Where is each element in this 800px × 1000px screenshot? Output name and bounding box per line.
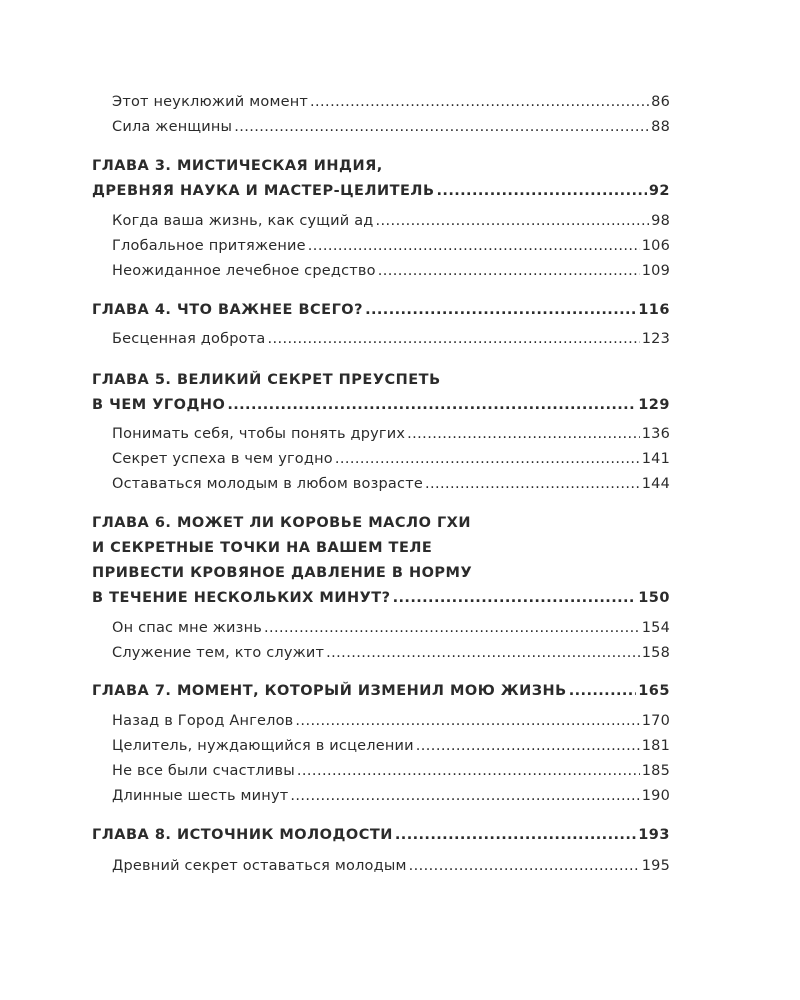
toc-entry-page: 195	[641, 858, 670, 874]
dot-leader	[416, 737, 640, 755]
toc-entry-title: Не все были счастливы	[112, 763, 295, 779]
chapter-3-heading-line-2: ДРЕВНЯЯ НАУКА И МАСТЕР-ЦЕЛИТЕЛЬ	[92, 183, 435, 199]
toc-entry-title: Длинные шесть минут	[112, 788, 289, 804]
chapter-6-heading-line-4: В ТЕЧЕНИЕ НЕСКОЛЬКИХ МИНУТ?	[92, 590, 391, 606]
chapter-7-heading	[92, 682, 670, 700]
chapter-6-page: 150	[638, 590, 670, 606]
toc-entry-page: 170	[641, 713, 670, 729]
chapter-5-heading	[92, 396, 670, 414]
dot-leader	[395, 826, 636, 844]
chapter-3-page: 92	[648, 183, 670, 199]
toc-entry-page: 154	[641, 620, 670, 636]
toc-entry	[112, 450, 670, 468]
dot-leader	[407, 425, 640, 443]
chapter-4-title: ГЛАВА 4. ЧТО ВАЖНЕЕ ВСЕГО?	[92, 302, 364, 318]
toc-entry	[112, 425, 670, 443]
dot-leader	[376, 212, 650, 230]
toc-entry-page: 109	[641, 263, 670, 279]
chapter-8-heading	[92, 826, 670, 844]
toc-entry-page: 88	[651, 119, 670, 135]
chapter-6-heading-line-1: ГЛАВА 6. МОЖЕТ ЛИ КОРОВЬЕ МАСЛО ГХИ	[92, 515, 472, 531]
toc-entry	[112, 118, 670, 136]
dot-leader	[297, 762, 640, 780]
dot-leader	[308, 237, 640, 255]
toc-entry-page: 86	[651, 94, 670, 110]
toc-entry-page: 141	[641, 451, 670, 467]
chapter-3-heading-line-1: ГЛАВА 3. МИСТИЧЕСКАЯ ИНДИЯ,	[92, 158, 383, 174]
toc-entry-page: 136	[641, 426, 670, 442]
toc-entry	[112, 787, 670, 805]
chapter-5-heading-line-1: ГЛАВА 5. ВЕЛИКИЙ СЕКРЕТ ПРЕУСПЕТЬ	[92, 372, 441, 388]
toc-entry-title: Он спас мне жизнь	[112, 620, 262, 636]
toc-entry-title: Древний секрет оставаться молодым	[112, 858, 407, 874]
chapter-6-heading-line-3: ПРИВЕСТИ КРОВЯНОЕ ДАВЛЕНИЕ В НОРМУ	[92, 565, 473, 581]
toc-entry-title: Неожиданное лечебное средство	[112, 263, 376, 279]
toc-entry	[112, 330, 670, 348]
toc-entry-title: Понимать себя, чтобы понять других	[112, 426, 406, 442]
dot-leader	[425, 475, 640, 493]
toc-entry	[112, 212, 670, 230]
toc-entry-title: Служение тем, кто служит	[112, 645, 325, 661]
toc-entry-page: 190	[641, 788, 670, 804]
chapter-3-heading	[92, 182, 670, 200]
toc-entry	[112, 712, 670, 730]
dot-leader	[365, 301, 636, 319]
toc-entry-page: 181	[641, 738, 670, 754]
toc-entry-title: Этот неуклюжий момент	[112, 94, 309, 110]
toc-entry	[112, 857, 670, 875]
dot-leader	[295, 712, 639, 730]
toc-entry-title: Бесценная доброта	[112, 331, 266, 347]
dot-leader	[326, 644, 640, 662]
dot-leader	[335, 450, 640, 468]
toc-entry-page: 106	[641, 238, 670, 254]
chapter-6-heading-line-2: И СЕКРЕТНЫЕ ТОЧКИ НА ВАШЕМ ТЕЛЕ	[92, 540, 433, 556]
chapter-4-page: 116	[638, 302, 670, 318]
dot-leader	[378, 262, 640, 280]
dot-leader	[227, 396, 636, 414]
toc-entry-page: 98	[651, 213, 670, 229]
dot-leader	[267, 330, 639, 348]
toc-entry-title: Когда ваша жизнь, как сущий ад	[112, 213, 374, 229]
toc-entry	[112, 644, 670, 662]
toc-entry	[112, 93, 670, 111]
chapter-8-title: ГЛАВА 8. ИСТОЧНИК МОЛОДОСТИ	[92, 827, 393, 843]
toc-entry	[112, 737, 670, 755]
dot-leader	[409, 857, 640, 875]
toc-entry-title: Целитель, нуждающийся в исцелении	[112, 738, 414, 754]
dot-leader	[393, 589, 637, 607]
chapter-7-title: ГЛАВА 7. МОМЕНТ, КОТОРЫЙ ИЗМЕНИЛ МОЮ ЖИЗНЬ	[92, 683, 567, 699]
chapter-7-page: 165	[638, 683, 670, 699]
chapter-8-page: 193	[638, 827, 670, 843]
toc-entry-page: 123	[641, 331, 670, 347]
chapter-5-page: 129	[638, 397, 670, 413]
toc-entry-title: Назад в Город Ангелов	[112, 713, 294, 729]
toc-entry	[112, 762, 670, 780]
dot-leader	[569, 682, 637, 700]
toc-entry-page: 158	[641, 645, 670, 661]
toc-entry	[112, 237, 670, 255]
chapter-5-heading-line-2: В ЧЕМ УГОДНО	[92, 397, 226, 413]
dot-leader	[437, 182, 647, 200]
dot-leader	[234, 118, 649, 136]
chapter-6-heading	[92, 589, 670, 607]
toc-entry-title: Глобальное притяжение	[112, 238, 306, 254]
toc-entry-title: Сила женщины	[112, 119, 233, 135]
toc-entry-title: Секрет успеха в чем угодно	[112, 451, 333, 467]
toc-entry	[112, 619, 670, 637]
dot-leader	[310, 93, 649, 111]
toc-entry-page: 144	[641, 476, 670, 492]
dot-leader	[264, 619, 640, 637]
dot-leader	[290, 787, 639, 805]
toc-entry-page: 185	[641, 763, 670, 779]
chapter-4-heading	[92, 301, 670, 319]
toc-entry	[112, 262, 670, 280]
toc-entry-title: Оставаться молодым в любом возрасте	[112, 476, 423, 492]
toc-entry	[112, 475, 670, 493]
